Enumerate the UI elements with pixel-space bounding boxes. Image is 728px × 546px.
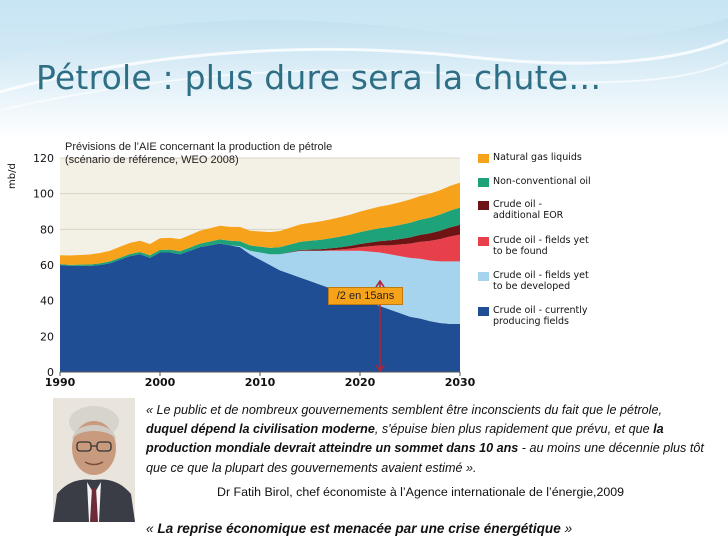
quote-text: « Le public et de nombreux gouvernements semblent être inconscients du fait que le pétrole, duquel dépend la civilisation moderne, s'épuise bien plus rapidement que prévu, et que la production mondiale devrait atteindre un sommet dans 10 ans - au moins une décennie plus tôt que ce que la plupart des gouvernements avaient estimé ». (146, 403, 704, 475)
slide-title: Pétrole : plus dure sera la chute… (36, 58, 602, 97)
y-tick-label: 80 (40, 223, 54, 237)
x-tick-label: 2010 (244, 376, 276, 389)
legend-label: Non-conventional oil (493, 176, 591, 187)
y-tick-label: 40 (40, 294, 54, 308)
y-tick-label: 100 (33, 187, 54, 201)
x-tick-label: 2020 (344, 376, 376, 389)
legend-label: Crude oil - fields yet to be developed (493, 270, 589, 292)
quote-attribution: Dr Fatih Birol, chef économiste à l’Agence internationale de l’énergie,2009 (217, 485, 625, 499)
y-tick-label: 20 (40, 330, 54, 344)
y-tick-label: 0 (47, 366, 54, 379)
x-tick-label: 1990 (44, 376, 76, 389)
legend-swatch (478, 201, 489, 210)
y-tick-label: 120 (33, 152, 54, 165)
y-tick-label: 60 (40, 259, 54, 272)
legend-swatch (478, 307, 489, 316)
chart-subtitle-line2: (scénario de référence, WEO 2008) (65, 154, 239, 166)
legend-label: Natural gas liquids (493, 152, 582, 163)
decline-callout: /2 en 15ans (328, 287, 403, 305)
portrait-image (53, 398, 135, 522)
legend-swatch (478, 237, 489, 246)
legend-label: Crude oil - additional EOR (493, 199, 564, 221)
y-axis-label (5, 153, 19, 193)
legend-swatch (478, 178, 489, 187)
legend-label: Crude oil - fields yet to be found (493, 235, 589, 257)
legend-swatch (478, 154, 489, 163)
x-tick-label: 2030 (444, 376, 476, 389)
speaker-portrait (53, 398, 135, 522)
legend-label: Crude oil - currently producing fields (493, 305, 588, 327)
footer-headline: « La reprise économique est menacée par une crise énergétique » (146, 521, 573, 536)
oil-production-chart (5, 137, 600, 395)
x-tick-label: 2000 (144, 376, 176, 389)
chart-subtitle (65, 141, 332, 167)
chart-subtitle-line1: Prévisions de l’AIE concernant la production de pétrole (65, 141, 333, 153)
legend-swatch (478, 272, 489, 281)
y-axis-label-text: mb/d (7, 163, 18, 189)
